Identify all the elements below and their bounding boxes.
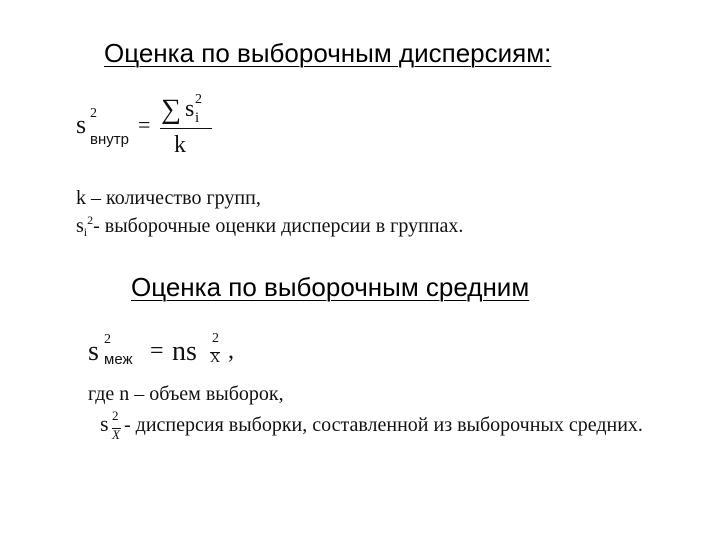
heading-variances: Оценка по выборочным дисперсиям: bbox=[104, 38, 552, 68]
equals-sign: = bbox=[138, 112, 151, 137]
definition-k: k – количество групп, bbox=[76, 187, 261, 209]
definition-si2-subscript: i bbox=[83, 225, 88, 239]
formula2-lhs-superscript: 2 bbox=[104, 332, 111, 347]
sx2-superscript: 2 bbox=[112, 408, 119, 423]
definition-n: где n – объем выборок, bbox=[88, 383, 284, 405]
formula-between-group-variance bbox=[88, 331, 288, 384]
formula2-rhs-subscript: X bbox=[210, 351, 221, 366]
sx2-symbol: s bbox=[100, 411, 109, 436]
formula2-rhs-superscript: 2 bbox=[212, 331, 219, 346]
numerator-subscript: i bbox=[195, 110, 200, 126]
formula2-equals: = bbox=[150, 338, 164, 364]
formula2-lhs-subscript: меж bbox=[104, 351, 133, 368]
formula-within-group-variance bbox=[76, 92, 276, 166]
definition-si2-symbol: s bbox=[76, 215, 84, 237]
fraction-line bbox=[160, 128, 212, 129]
formula2-lhs-symbol: s bbox=[88, 336, 99, 367]
numerator-superscript: 2 bbox=[195, 92, 202, 107]
formula-lhs-symbol: s bbox=[76, 110, 87, 139]
denominator: k bbox=[174, 132, 186, 158]
formula-lhs-subscript: внутр bbox=[90, 131, 129, 148]
definition-si2-superscript: 2 bbox=[87, 213, 94, 227]
formula2-rhs: ns bbox=[172, 336, 197, 367]
formula2-comma: , bbox=[228, 338, 234, 364]
definition-si2 bbox=[76, 213, 463, 240]
definition-si2-text: - выборочные оценки дисперсии в группах. bbox=[93, 215, 464, 237]
sum-symbol: ∑ bbox=[161, 94, 181, 125]
numerator-symbol: s bbox=[185, 96, 195, 122]
formula-lhs-superscript: 2 bbox=[90, 106, 97, 121]
symbol-sx2 bbox=[100, 408, 120, 447]
heading-means: Оценка по выборочным средним bbox=[131, 272, 530, 302]
sx2-subscript: X bbox=[112, 427, 120, 442]
definition-sx2: - дисперсия выборки, составленной из выборочных средних. bbox=[124, 414, 643, 436]
